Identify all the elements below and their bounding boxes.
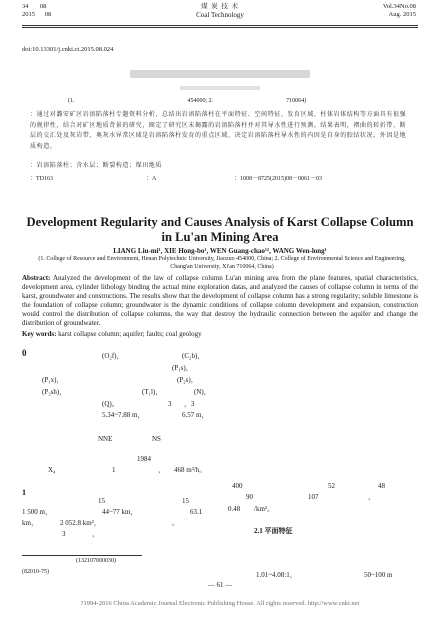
lc-l1: (O₂f)， [102, 352, 124, 360]
lc-l9c: ， [158, 466, 165, 474]
lc-l13a: 3 [62, 530, 66, 538]
rc-r2c: ， [368, 493, 375, 501]
lc-l6: 5.34~7.88 m， [102, 411, 145, 419]
abstract-text: Analyzed the development of the law of collapse column Lu'an mining area from the plane features, spatial characteristics, development area, cylinder lithology binding the actual mine exploration datas, and analyzed the causes of collapse column in terms of the karst, groundwater and constructions. The results show that the development of collapse column has a strong regularity; soluble limestone is the foundation of collapse column; groundwater is the dynamic conditions of collapse column development and expansion, construction would control the distribution of collapse columns, the way that destroy the hydraulic connection between the aquifer and change the distribution of groundwater. [22, 274, 418, 327]
lc-l5c: ，3 [184, 400, 195, 408]
copyright-line: ?1994-2016 China Academic Journal Electronic Publishing House. All rights reserved. http://www.cnki.net [80, 600, 360, 607]
lc-l5: (Q)。 [102, 400, 119, 408]
header-journal [180, 3, 260, 19]
rc-sec21-number: 2.1 [254, 527, 263, 535]
footnote-2-text: (82010-75) [22, 569, 49, 575]
header-right-info [340, 3, 416, 19]
header-issue: 08 [39, 3, 47, 10]
lc-l12b: 2 052.8 km²， [60, 519, 101, 527]
cn-classification [30, 176, 410, 183]
rc-r2: 90 [246, 493, 253, 501]
lc-l9b: 1 [112, 466, 116, 474]
lc-l11a: 1 500 m， [22, 508, 52, 516]
footnote-1 [76, 558, 116, 565]
cn-class-number: ：TD163 [30, 176, 53, 182]
cn-article-number: ：1008－8725(2015)08－0061－03 [234, 176, 323, 182]
header-date-en: Aug. 2015 [388, 11, 416, 18]
cn-authors-placeholder [180, 86, 260, 90]
header-vol-en: Vol.34No.08 [382, 3, 416, 10]
header-volume-info [22, 3, 51, 19]
header-rule [22, 25, 418, 26]
header-vol: 34 [22, 3, 29, 10]
lc-l2: (P₁s)， [172, 364, 193, 372]
rc-r1b: 52 [328, 482, 335, 490]
paper-keywords-en [22, 330, 418, 338]
doi: doi:10.13301/j.cnki.ct.2015.08.024 [22, 46, 114, 53]
cn-affil-number: (1. [68, 98, 75, 104]
cn-affiliation [68, 98, 368, 105]
footnote-1-text: (132107000030) [76, 558, 116, 564]
lc-l10a: 15 [98, 497, 105, 505]
lc-l7: NNE [98, 435, 113, 443]
lc-l10b: 15 [182, 497, 189, 505]
paper-affiliation-en: (1. College of Resource and Environment, Henan Polytechnic University, Jiaozuo 454000, China; 2. College of Environmental Science and Engineering, Chang'an University, Xi'an 710064, China) [38, 256, 406, 270]
rc-section-2-1 [254, 527, 293, 536]
rc-r3b: /km²。 [254, 505, 274, 513]
lc-l13b: ， [92, 530, 99, 538]
journal-name-en: Coal Technology [196, 11, 244, 19]
lc-l9d: 468 m³/h。 [174, 466, 207, 474]
lc-l12c: 。 [172, 519, 179, 527]
keywords-label: Key words: [22, 330, 57, 338]
cn-abstract [30, 110, 410, 152]
rc-r1c: 48 [378, 482, 385, 490]
lc-l6b: 6.57 m， [182, 411, 209, 419]
lc-l3b: (P₂s)， [177, 376, 198, 384]
lc-l7b: NS [152, 435, 161, 443]
lc-l4: (P₂sh)， [42, 388, 67, 396]
lc-l12a: km， [22, 519, 38, 527]
cn-doc-code: ：A [146, 176, 157, 182]
lc-l8: 1984 [137, 455, 151, 463]
right-column [228, 480, 418, 580]
cn-affil-zip1: 454000; 2. [187, 98, 214, 104]
rc-sec21-title: 平面特征 [264, 527, 293, 535]
page-number: — 61 — [207, 581, 233, 589]
header-year: 2015 [22, 11, 35, 18]
footnote-rule [22, 555, 142, 556]
cn-title-placeholder [130, 70, 310, 78]
lc-l4b: (T₁l)， [142, 388, 163, 396]
lc-l1b: (C₂b)， [182, 352, 205, 360]
cn-affil-zip2: 710064) [286, 98, 307, 104]
journal-name-cn: 煤 炭 技 术 [201, 3, 239, 10]
rc-r3: 0.48 [228, 505, 241, 513]
footnote-2 [22, 569, 49, 576]
section-0-heading: 0 [22, 348, 27, 358]
paper-title-en: Development Regularity and Causes Analysis of Karst Collapse Column in Lu'an Mining Area [26, 215, 414, 244]
cn-abstract-text: ：通过对潞安矿区岩溶陷落柱专题资料分析，总结出岩溶陷落柱在平面特征、空间特征、发育区域、柱体岩体结构等方面具有很强的规律性，结合对矿区地质背景的研究，圈定了研究区未揭露的岩溶陷落柱并对其导水性进行预测。结果表明，褶曲的转折带、断层的交汇处及灰岩带、奥灰水异常区域是岩溶陷落柱发育的重点区域，决定岩溶陷落柱导水性的内因是自身的胶结状况，外因是地质构造。 [30, 112, 407, 150]
lc-l3: (P₁x)， [42, 376, 64, 384]
lc-l11c: 63.1 [190, 508, 203, 516]
abstract-label: Abstract: [22, 274, 51, 282]
lc-l11b: 44~77 km， [102, 508, 138, 516]
paper-abstract-en [22, 274, 418, 328]
lc-l9a: X₄ [48, 466, 56, 474]
cn-keywords [30, 163, 410, 170]
rc-bottom: 1.01~4.08:1， [256, 571, 297, 579]
lc-l4c: (N)， [194, 388, 211, 396]
header-month: 08 [44, 11, 52, 18]
section-1-heading: 1 [22, 488, 26, 497]
paper-authors-en: LIANG Liu-mi¹, XIE Hong-bo¹, WEN Guang-chao¹², WANG Wen-long¹ [113, 247, 327, 255]
left-column [22, 350, 222, 550]
rc-bottom-b: 50~100 m [364, 571, 393, 579]
rc-r2b: 107 [308, 493, 319, 501]
header-rule-thin [22, 27, 418, 28]
lc-l5b: 3 [168, 400, 172, 408]
cn-keywords-text: ：岩溶陷落柱；含水层；断裂构造；煤田地质 [30, 163, 163, 169]
keywords-text: karst collapse column; aquifer; faults; coal geology [58, 330, 202, 338]
rc-r1: 400 [232, 482, 243, 490]
